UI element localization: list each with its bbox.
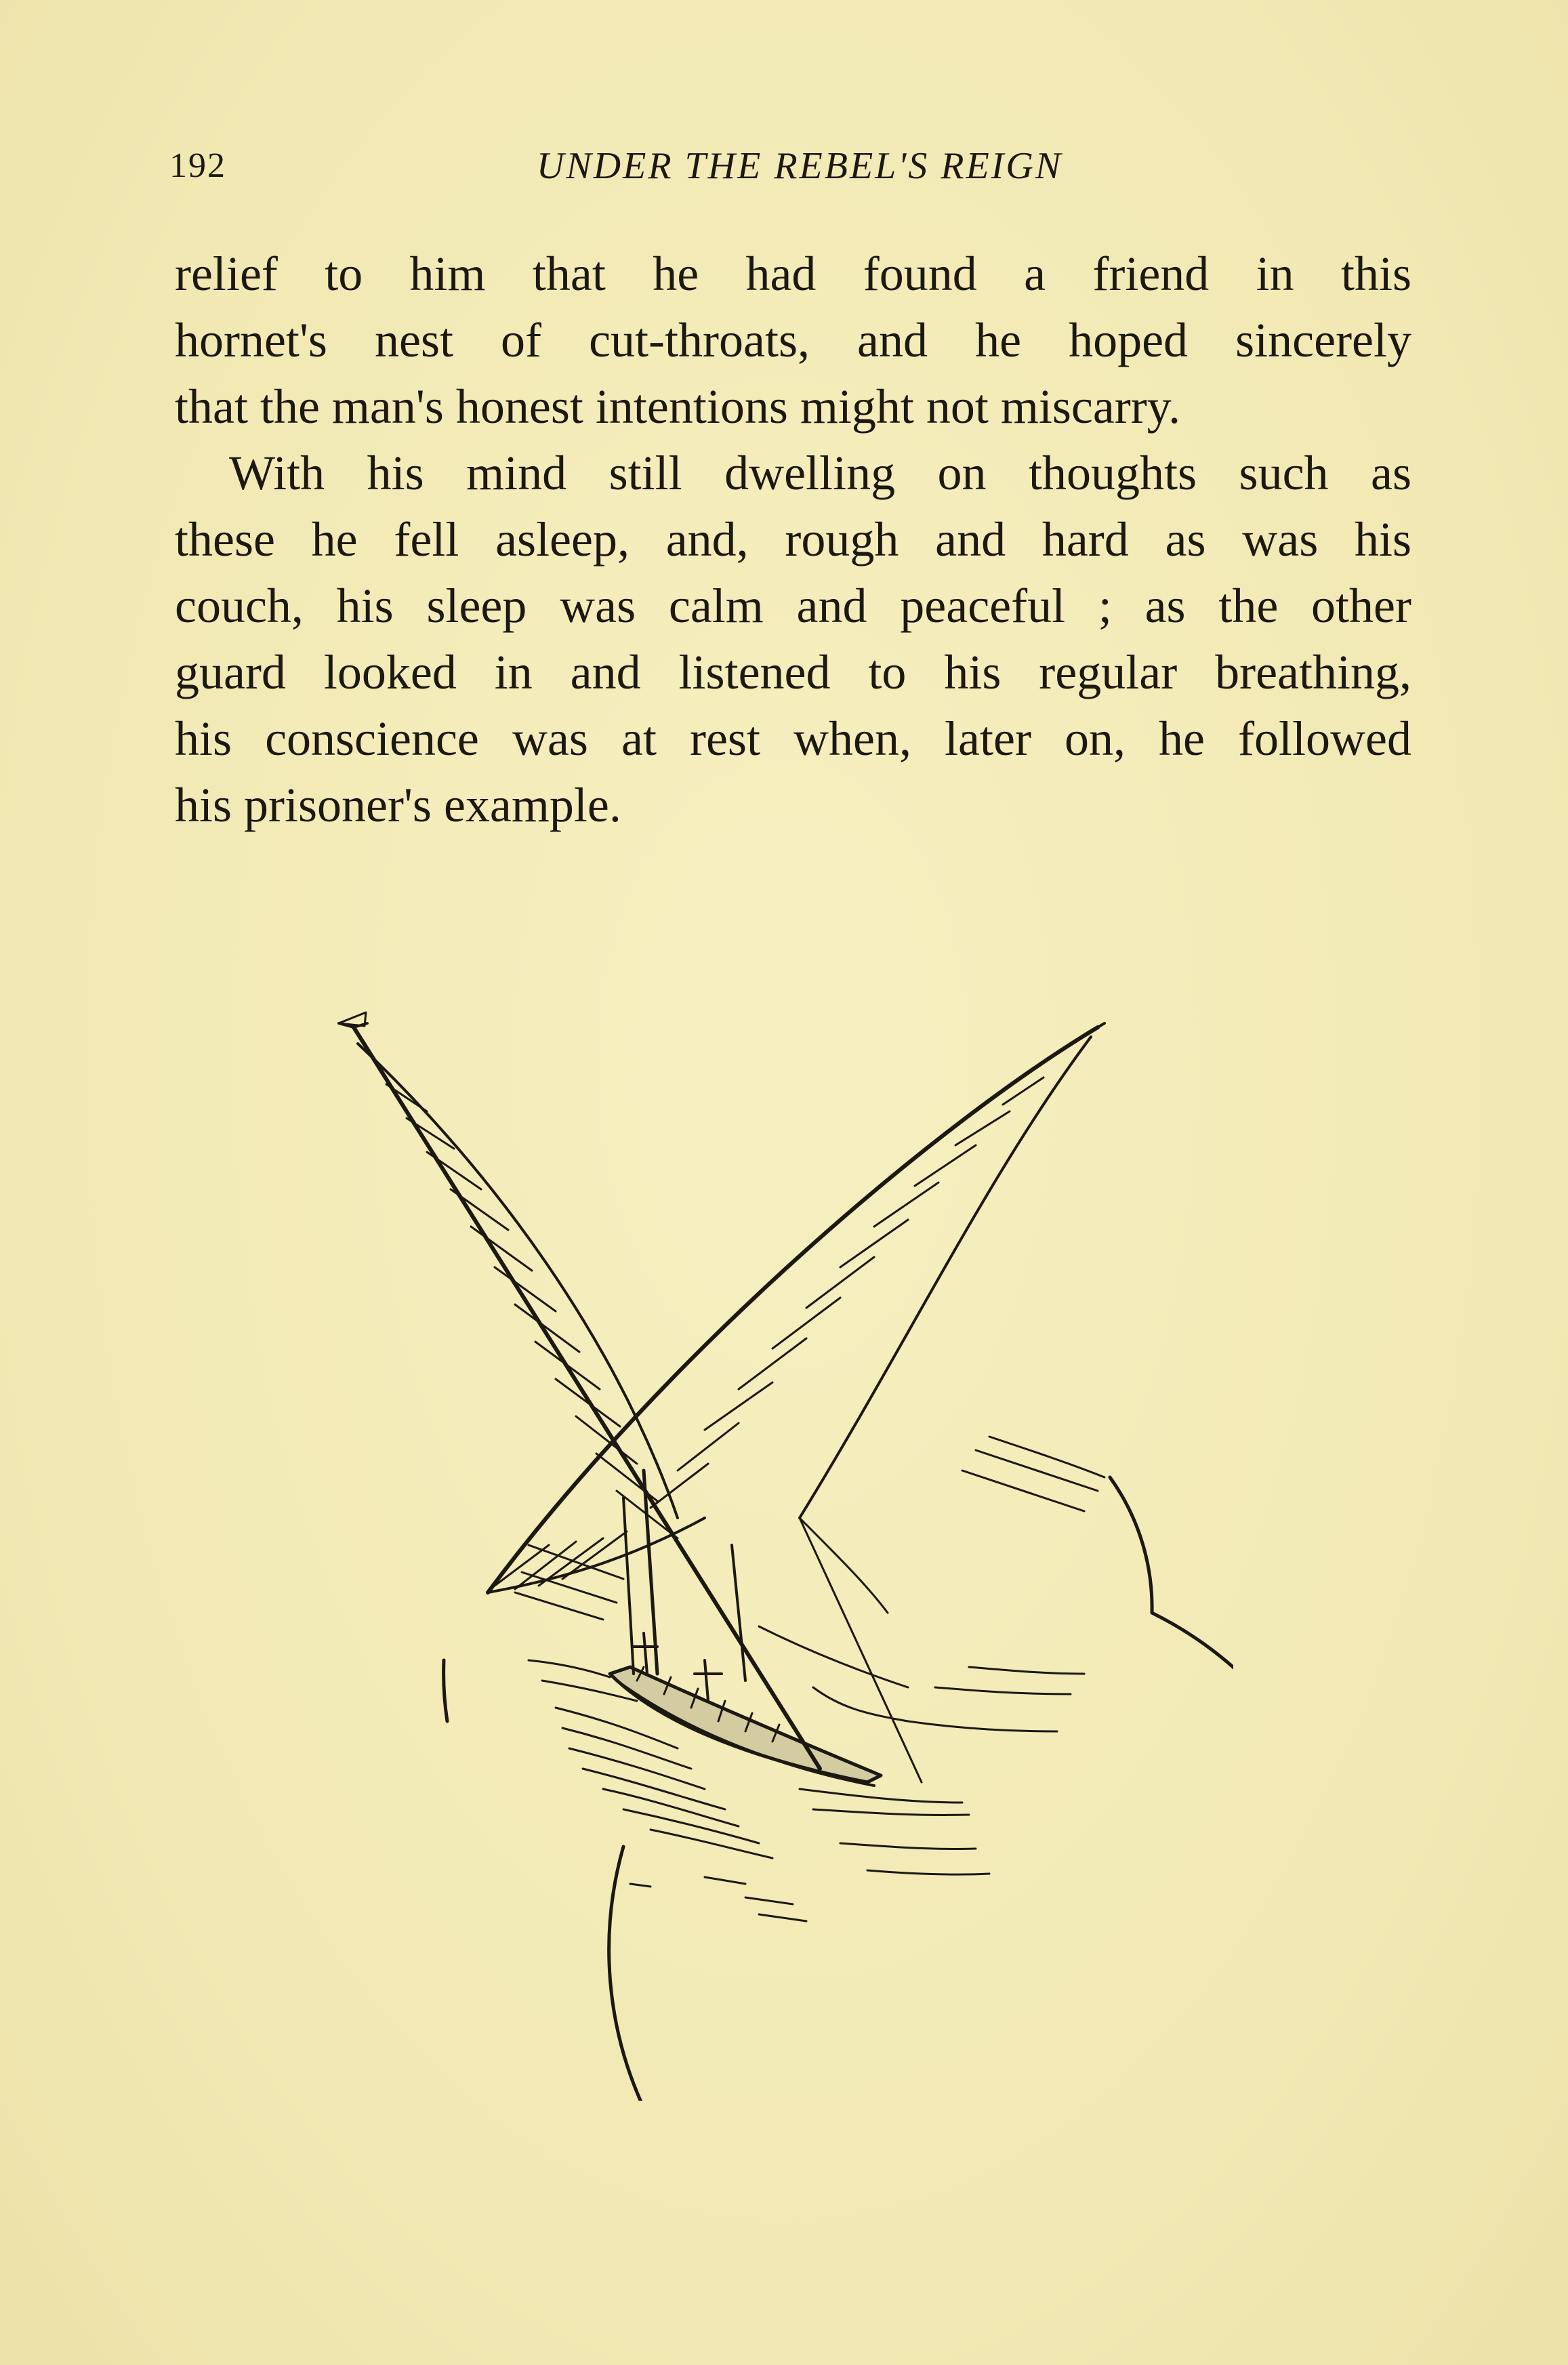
running-title: UNDER THE REBEL'S REIGN — [536, 145, 1063, 187]
text-line: With his mind still dwelling on thoughts such as — [229, 446, 1411, 500]
text-line: hornet's nest of cut-throats, and he hoped sincerely — [175, 313, 1411, 367]
hull — [610, 1667, 881, 1782]
text-line: guard looked in and listened to his regular breathing, — [175, 645, 1411, 699]
page-number: 192 — [169, 146, 226, 185]
text-line: these he fell asleep, and, rough and hard as was his — [175, 512, 1411, 567]
text-line: that the man's honest intentions might not miscarry. — [175, 379, 1181, 434]
right-yard — [488, 1027, 1098, 1592]
body-text — [175, 241, 1411, 838]
text-line: his prisoner's example. — [175, 778, 621, 832]
sailboat-vignette-icon — [325, 1003, 1233, 2101]
text-line: couch, his sleep was calm and peaceful ; as the other — [175, 579, 1411, 633]
text-line: his conscience was at rest when, later on, he followed — [175, 712, 1411, 766]
text-line: relief to him that he had found a friend in this — [175, 247, 1411, 301]
page-header — [169, 139, 1416, 193]
